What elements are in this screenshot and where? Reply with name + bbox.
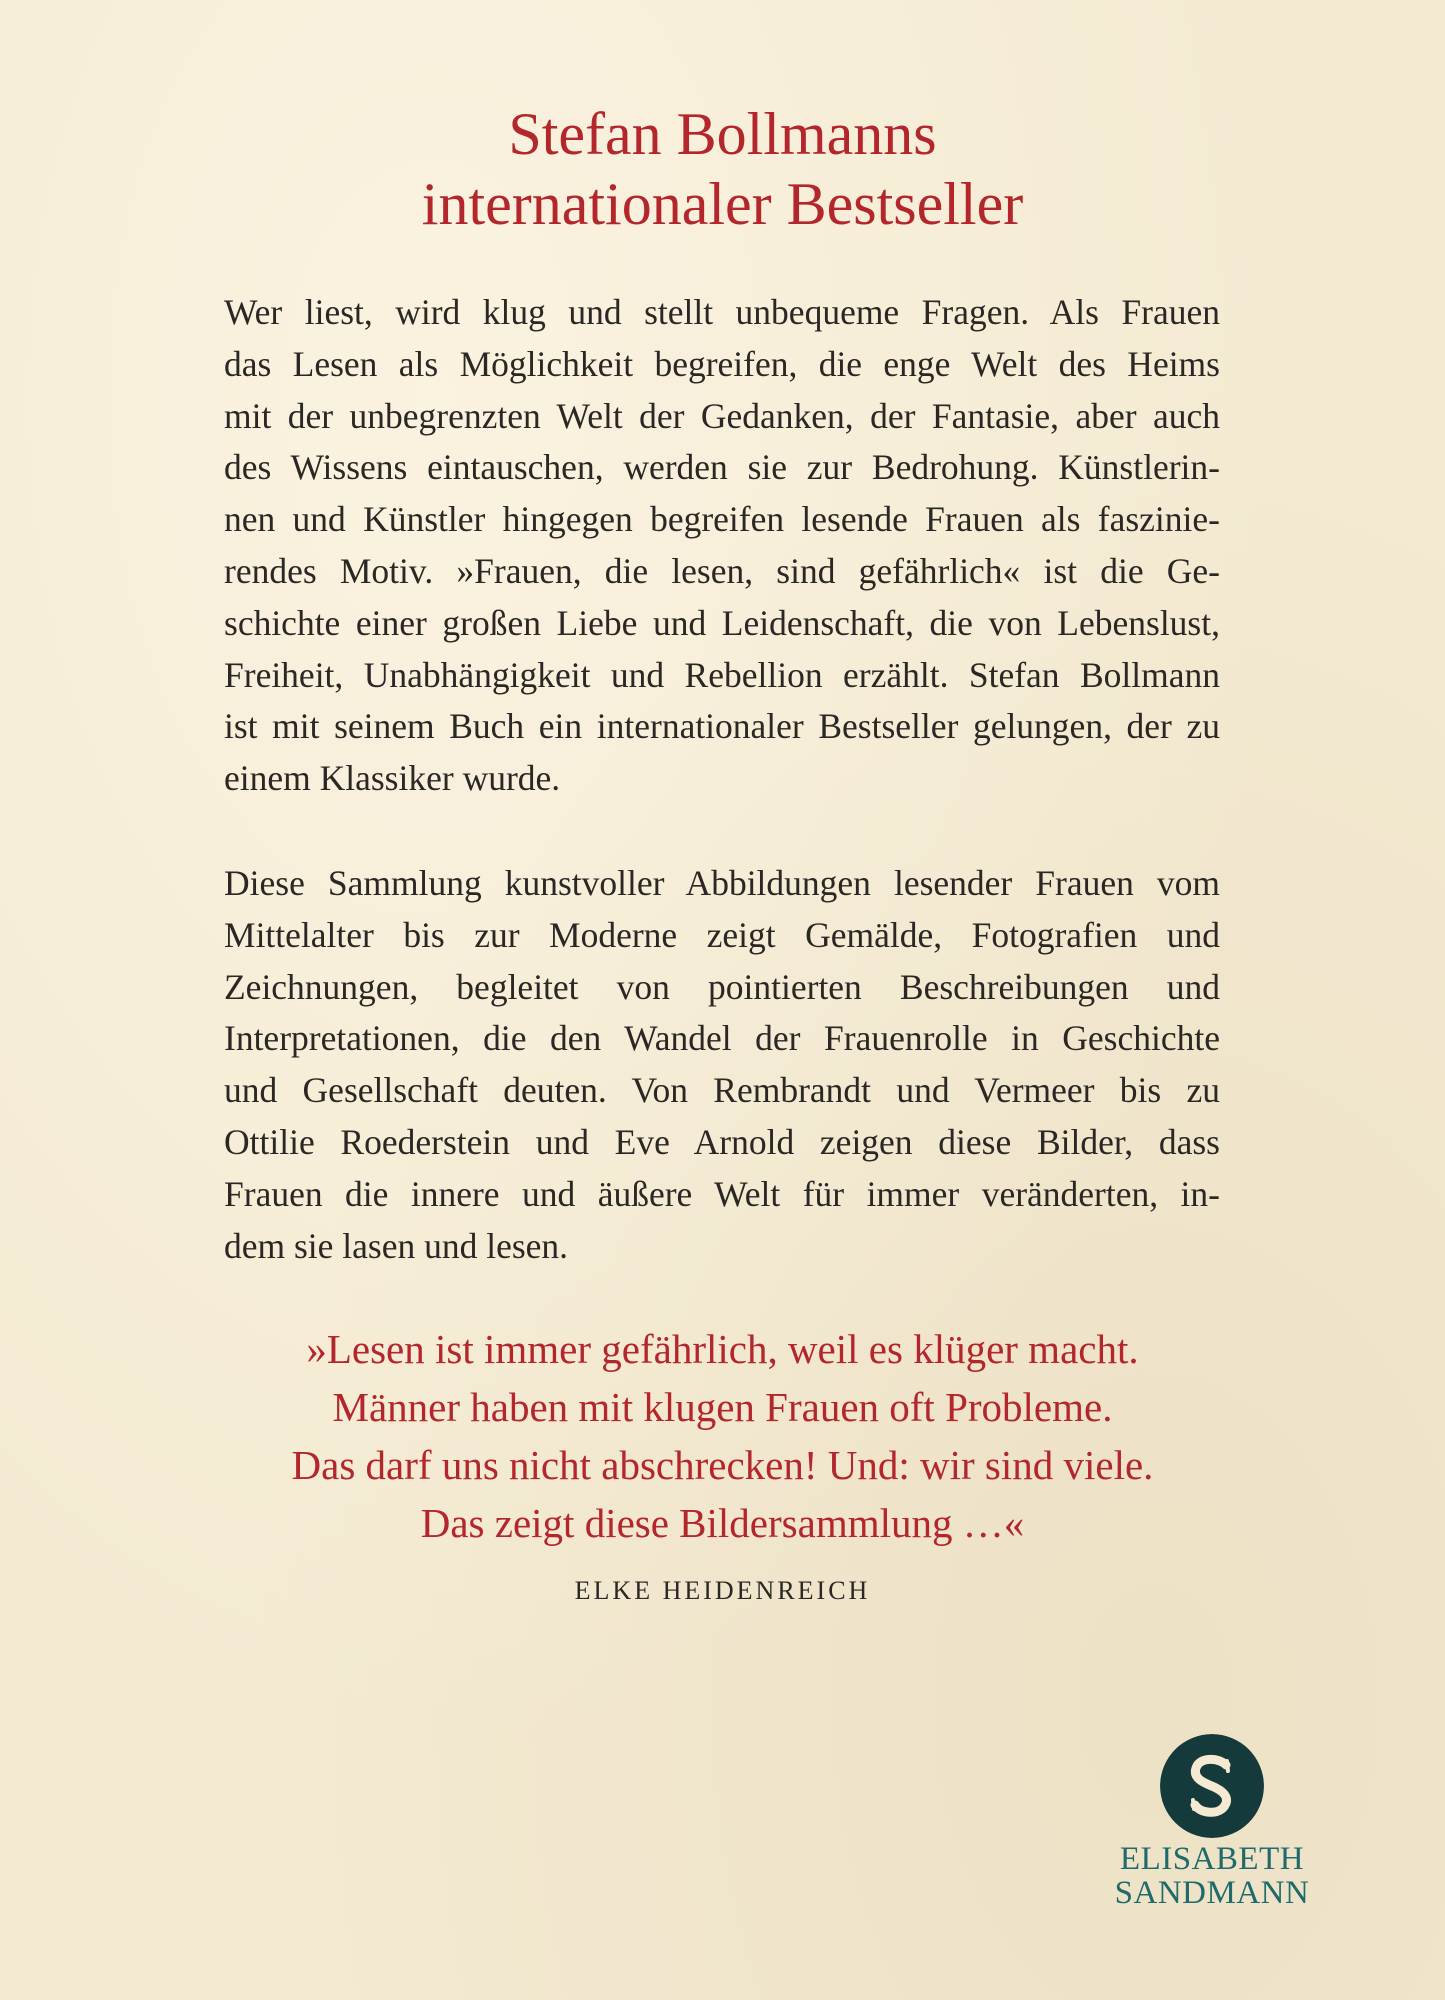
- text-line: rendes Motiv. »Frauen, die lesen, sind gefährlich« ist die Ge-: [224, 550, 1220, 591]
- text-line: mit der unbegrenzten Welt der Gedanken, der Fantasie, aber auch: [224, 395, 1220, 436]
- text-line: dem sie lasen und lesen.: [224, 1225, 569, 1266]
- text-line: ist mit seinem Buch ein internationaler Bestseller gelungen, der zu: [224, 706, 1220, 747]
- text-line: Freiheit, Unabhängigkeit und Rebellion erzählt. Stefan Bollmann: [224, 654, 1220, 695]
- description-paragraph-1: [224, 287, 1220, 805]
- quote-line: »Lesen ist immer gefährlich, weil es klüger macht.: [306, 1326, 1139, 1372]
- text-line: schichte einer großen Liebe und Leidenschaft, die von Lebenslust,: [224, 602, 1220, 643]
- text-line: Diese Sammlung kunstvoller Abbildungen lesender Frauen vom: [224, 863, 1220, 903]
- text-line: Ottilie Roederstein und Eve Arnold zeigen diese Bilder, dass: [224, 1121, 1220, 1162]
- quote-line: Männer haben mit klugen Frauen oft Probleme.: [332, 1384, 1113, 1430]
- publisher-logo: [1096, 1734, 1328, 1910]
- publisher-s-emblem-icon: [1160, 1734, 1264, 1838]
- text-line: Mittelalter bis zur Moderne zeigt Gemälde, Fotografien und: [224, 914, 1220, 955]
- text-line: Wer liest, wird klug und stellt unbequeme Fragen. Als Frauen: [224, 292, 1220, 332]
- text-line: Frauen die innere und äußere Welt für immer veränderten, in-: [224, 1173, 1220, 1214]
- quote-attribution: ELKE HEIDENREICH: [574, 1576, 871, 1605]
- page-title-line-2: internationaler Bestseller: [421, 171, 1024, 237]
- text-line: das Lesen als Möglichkeit begreifen, die enge Welt des Heims: [224, 343, 1220, 384]
- text-line: nen und Künstler hingegen begreifen lesende Frauen als faszinie-: [224, 499, 1220, 540]
- text-line: und Gesellschaft deuten. Von Rembrandt und Vermeer bis zu: [224, 1070, 1220, 1111]
- text-line: einem Klassiker wurde.: [224, 758, 561, 799]
- text-line: Zeichnungen, begleitet von pointierten Beschreibungen und: [224, 966, 1220, 1007]
- publisher-name-line-1: ELISABETH: [1119, 1841, 1305, 1877]
- text-line: des Wissens eintauschen, werden sie zur Bedrohung. Künstlerin-: [224, 447, 1220, 488]
- text-line: Interpretationen, die den Wandel der Frauenrolle in Geschichte: [224, 1018, 1220, 1059]
- description-paragraph-2: [224, 858, 1220, 1272]
- quote-line: Das darf uns nicht abschrecken! Und: wir sind viele.: [291, 1442, 1154, 1488]
- publisher-name-line-2: SANDMANN: [1114, 1875, 1310, 1911]
- page-title-line-1: Stefan Bollmanns: [508, 101, 937, 167]
- pull-quote: [0, 1320, 1445, 1552]
- quote-line: Das zeigt diese Bildersammlung …«: [420, 1500, 1025, 1546]
